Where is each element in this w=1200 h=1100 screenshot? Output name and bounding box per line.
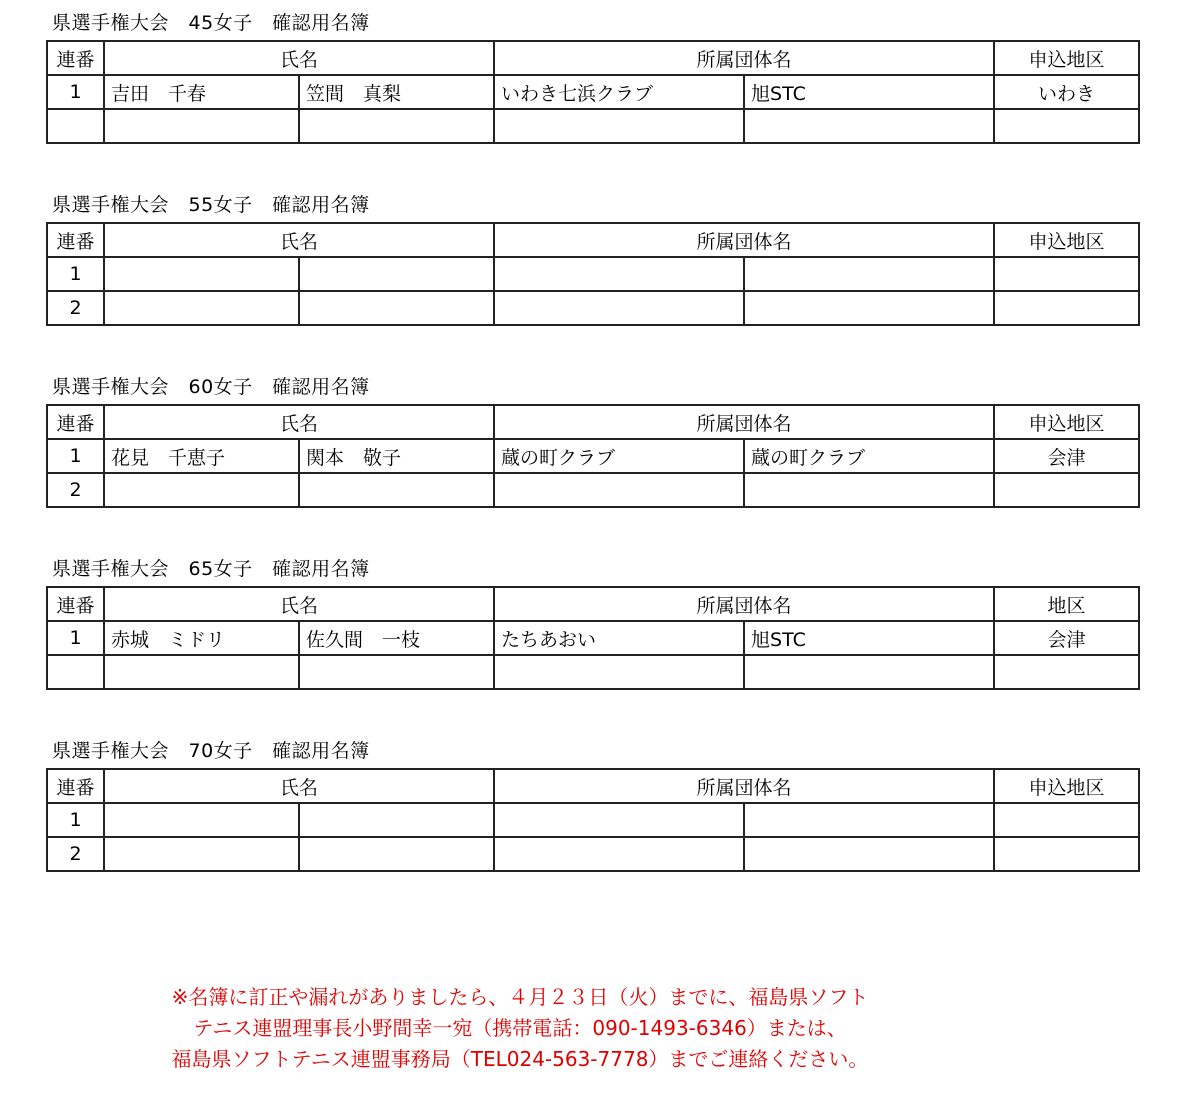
cell-name1 [104, 655, 299, 689]
cell-club2 [744, 803, 994, 837]
table-header-row [47, 41, 1139, 75]
cell-num [47, 655, 104, 689]
cell-name2: 佐久間 一枝 [299, 621, 494, 655]
table-row [47, 837, 1139, 871]
header-area: 申込地区 [994, 41, 1139, 75]
cell-name1 [104, 803, 299, 837]
cell-area [994, 803, 1139, 837]
header-num: 連番 [47, 405, 104, 439]
table-header-row [47, 405, 1139, 439]
section-title: 県選手権大会 65女子 確認用名簿 [52, 558, 370, 580]
cell-club2 [744, 473, 994, 507]
header-club: 所属団体名 [494, 223, 994, 257]
header-name: 氏名 [104, 223, 494, 257]
notice-line-3: 福島県ソフトテニス連盟事務局（TEL024-563-7778）までご連絡ください。 [171, 1047, 869, 1071]
roster-table [46, 586, 1140, 690]
notice-line-1: ※名簿に訂正や漏れがありましたら、４月２３日（火）までに、福島県ソフト [171, 985, 869, 1009]
header-area: 申込地区 [994, 769, 1139, 803]
cell-area [994, 473, 1139, 507]
cell-area: 会津 [994, 439, 1139, 473]
cell-num [47, 109, 104, 143]
cell-club2 [744, 655, 994, 689]
cell-name2 [299, 473, 494, 507]
cell-name1 [104, 109, 299, 143]
table-header-row [47, 769, 1139, 803]
cell-num: 1 [47, 257, 104, 291]
header-area: 地区 [994, 587, 1139, 621]
cell-club1 [494, 837, 744, 871]
table-row [47, 291, 1139, 325]
cell-num: 2 [47, 291, 104, 325]
header-club: 所属団体名 [494, 405, 994, 439]
section-title: 県選手権大会 60女子 確認用名簿 [52, 376, 370, 398]
cell-area [994, 837, 1139, 871]
cell-name1 [104, 837, 299, 871]
cell-name2: 関本 敬子 [299, 439, 494, 473]
table-row [47, 473, 1139, 507]
roster-table [46, 768, 1140, 872]
header-num: 連番 [47, 769, 104, 803]
roster-table [46, 404, 1140, 508]
header-num: 連番 [47, 41, 104, 75]
section-title: 県選手権大会 55女子 確認用名簿 [52, 194, 370, 216]
cell-num: 1 [47, 803, 104, 837]
cell-club2 [744, 291, 994, 325]
cell-club2 [744, 109, 994, 143]
section-title: 県選手権大会 70女子 確認用名簿 [52, 740, 370, 762]
table-header-row [47, 587, 1139, 621]
table-row [47, 655, 1139, 689]
cell-area [994, 655, 1139, 689]
cell-name2 [299, 257, 494, 291]
table-row [47, 621, 1139, 655]
cell-name1 [104, 291, 299, 325]
cell-name2: 笠間 真梨 [299, 75, 494, 109]
cell-num: 1 [47, 621, 104, 655]
section-title: 県選手権大会 45女子 確認用名簿 [52, 12, 370, 34]
header-area: 申込地区 [994, 405, 1139, 439]
cell-area [994, 291, 1139, 325]
header-area: 申込地区 [994, 223, 1139, 257]
table-row [47, 803, 1139, 837]
cell-num: 2 [47, 837, 104, 871]
cell-club1 [494, 291, 744, 325]
cell-club1 [494, 655, 744, 689]
table-row [47, 257, 1139, 291]
cell-club1 [494, 257, 744, 291]
cell-name2 [299, 803, 494, 837]
cell-club1: 蔵の町クラブ [494, 439, 744, 473]
cell-club2: 旭STC [744, 621, 994, 655]
cell-club2: 蔵の町クラブ [744, 439, 994, 473]
header-num: 連番 [47, 587, 104, 621]
cell-name2 [299, 837, 494, 871]
cell-club2 [744, 837, 994, 871]
table-row [47, 439, 1139, 473]
cell-area: いわき [994, 75, 1139, 109]
header-club: 所属団体名 [494, 41, 994, 75]
cell-name2 [299, 109, 494, 143]
header-club: 所属団体名 [494, 769, 994, 803]
header-name: 氏名 [104, 405, 494, 439]
cell-area [994, 257, 1139, 291]
header-num: 連番 [47, 223, 104, 257]
header-name: 氏名 [104, 587, 494, 621]
cell-name2 [299, 655, 494, 689]
cell-club1: いわき七浜クラブ [494, 75, 744, 109]
cell-num: 1 [47, 439, 104, 473]
roster-table [46, 222, 1140, 326]
cell-num: 2 [47, 473, 104, 507]
header-name: 氏名 [104, 769, 494, 803]
cell-club2 [744, 257, 994, 291]
table-header-row [47, 223, 1139, 257]
notice-line-2: テニス連盟理事長小野間幸一宛（携帯電話：090-1493-6346）または、 [193, 1016, 847, 1040]
cell-area [994, 109, 1139, 143]
cell-club1: たちあおい [494, 621, 744, 655]
cell-name1: 花見 千恵子 [104, 439, 299, 473]
table-row [47, 75, 1139, 109]
cell-club1 [494, 803, 744, 837]
cell-num: 1 [47, 75, 104, 109]
cell-name1 [104, 473, 299, 507]
header-club: 所属団体名 [494, 587, 994, 621]
cell-area: 会津 [994, 621, 1139, 655]
cell-name1: 吉田 千春 [104, 75, 299, 109]
cell-club1 [494, 473, 744, 507]
roster-table [46, 40, 1140, 144]
table-row [47, 109, 1139, 143]
header-name: 氏名 [104, 41, 494, 75]
correction-notice [0, 982, 1040, 1075]
cell-name2 [299, 291, 494, 325]
cell-club2: 旭STC [744, 75, 994, 109]
cell-name1 [104, 257, 299, 291]
cell-club1 [494, 109, 744, 143]
cell-name1: 赤城 ミドリ [104, 621, 299, 655]
